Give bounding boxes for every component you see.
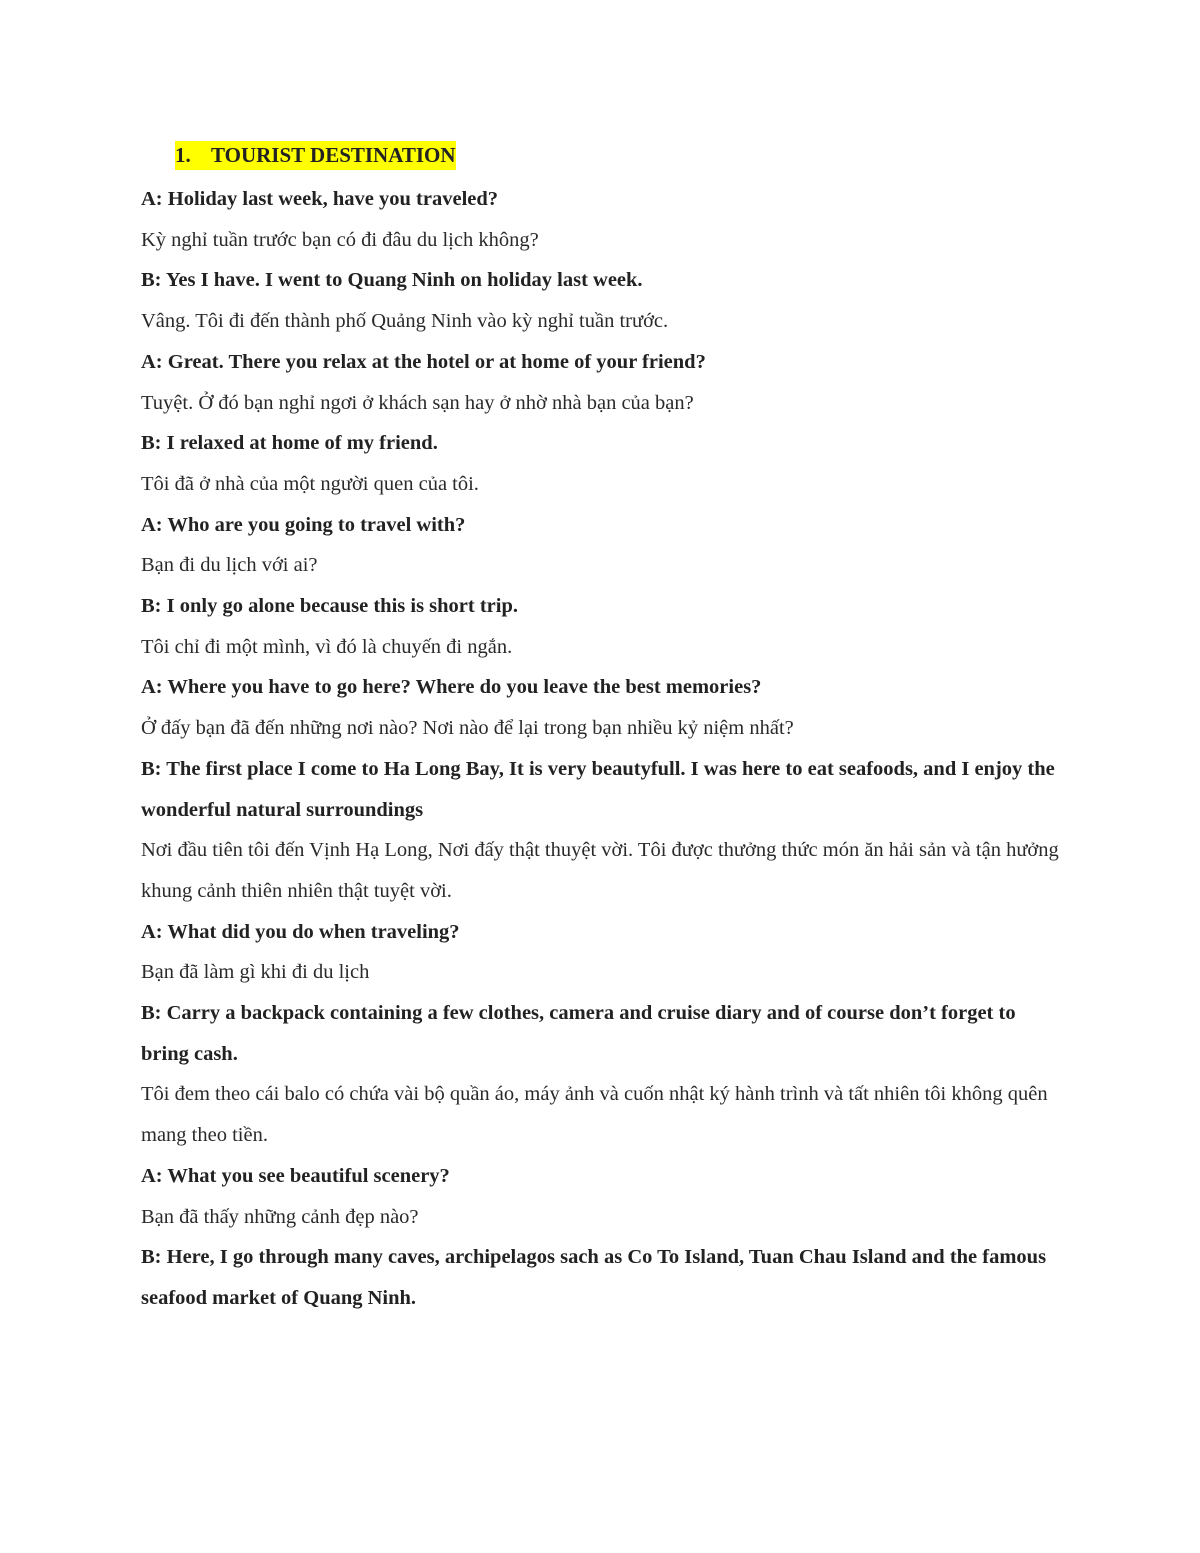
- dialogue-line-en: A: What you see beautiful scenery?: [141, 1164, 450, 1187]
- heading-highlight: [175, 141, 456, 170]
- heading-number: 1.: [175, 143, 191, 167]
- dialogue-line-vi: Kỳ nghỉ tuần trước bạn có đi đâu du lịch không?: [141, 228, 539, 251]
- dialogue-line-vi: Nơi đầu tiên tôi đến Vịnh Hạ Long, Nơi đấy thật thuyệt vời. Tôi được thưởng thức món ăn hải sản và tận hưởng khung cảnh thiên nhiên thật tuyệt vời.: [141, 839, 1059, 902]
- dialogue-line-en: B: Yes I have. I went to Quang Ninh on holiday last week.: [141, 269, 643, 292]
- dialogue-line-vi: Tôi đem theo cái balo có chứa vài bộ quần áo, máy ảnh và cuốn nhật ký hành trình và tất nhiên tôi không quên mang theo tiền.: [141, 1083, 1048, 1147]
- dialogue-line-en: B: Carry a backpack containing a few clothes, camera and cruise diary and of course don’t forget to bring cash.: [141, 1002, 1016, 1065]
- dialogue-line-vi: Bạn đi du lịch với ai?: [141, 554, 318, 577]
- dialogue-line-vi: Bạn đã làm gì khi đi du lịch: [141, 961, 370, 984]
- dialogue-line-en: A: Great. There you relax at the hotel or at home of your friend?: [141, 350, 706, 373]
- dialogue-line-vi: Tuyệt. Ở đó bạn nghỉ ngơi ở khách sạn hay ở nhờ nhà bạn của bạn?: [141, 391, 694, 414]
- dialogue-line-vi: Vâng. Tôi đi đến thành phố Quảng Ninh vào kỳ nghỉ tuần trước.: [141, 310, 669, 333]
- dialogue-line-en: A: Where you have to go here? Where do you leave the best memories?: [141, 676, 762, 699]
- dialogue-line-en: A: Who are you going to travel with?: [141, 513, 466, 536]
- dialogue-line-en: B: I relaxed at home of my friend.: [141, 432, 438, 455]
- dialogue-line-vi: Bạn đã thấy những cảnh đẹp nào?: [141, 1205, 419, 1228]
- dialogue-line-en: A: Holiday last week, have you traveled?: [141, 188, 499, 210]
- dialogue-line-vi: Ở đấy bạn đã đến những nơi nào? Nơi nào để lại trong bạn nhiều kỷ niệm nhất?: [141, 717, 794, 740]
- dialogue-line-vi: Tôi đã ở nhà của một người quen của tôi.: [141, 472, 479, 495]
- section-heading: [175, 139, 1061, 179]
- dialogue-line-en: B: Here, I go through many caves, archipelagos sach as Co To Island, Tuan Chau Island and the famous seafood market of Quang Ninh.: [141, 1246, 1047, 1309]
- dialogue-line-en: B: The first place I come to Ha Long Bay, It is very beautyfull. I was here to eat seafoods, and I enjoy the wonderful natural surroundings: [141, 757, 1055, 821]
- heading-title: TOURIST DESTINATION: [211, 143, 456, 167]
- dialogue-line-vi: Tôi chỉ đi một mình, vì đó là chuyến đi ngắn.: [141, 635, 513, 658]
- dialogue-line-en: A: What did you do when traveling?: [141, 920, 460, 943]
- document-body: [141, 139, 1061, 1319]
- dialogue-line-en: B: I only go alone because this is short trip.: [141, 595, 518, 618]
